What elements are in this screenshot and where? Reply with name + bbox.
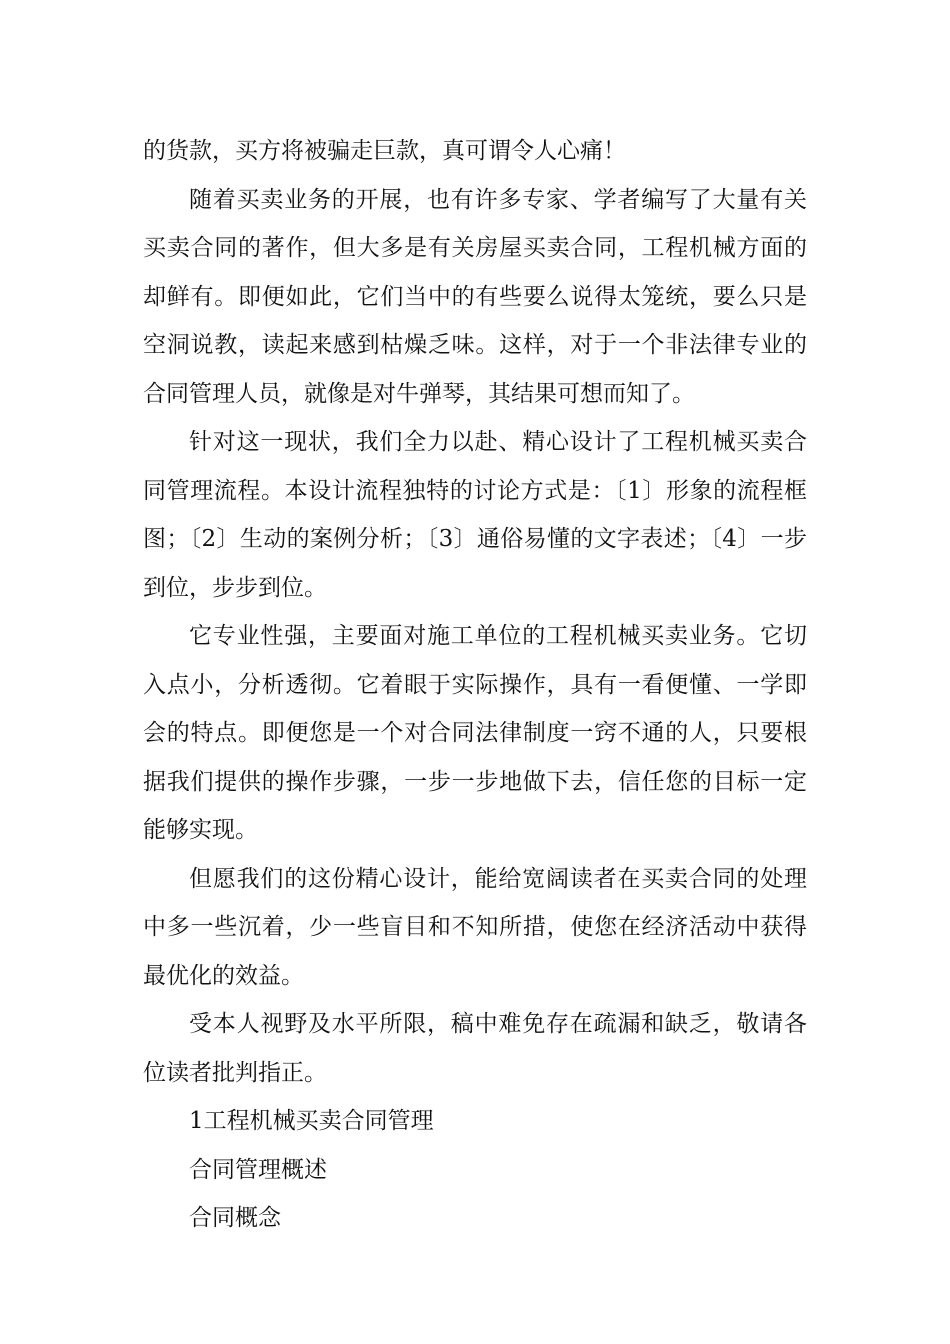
paragraph: 但愿我们的这份精心设计，能给宽阔读者在买卖合同的处理中多一些沉着，少一些盲目和不知所措，使您在经济活动中获得最优化的效益。: [143, 865, 807, 989]
paragraph: 针对这一现状，我们全力以赴、精心设计了工程机械买卖合同管理流程。本设计流程独特的讨论方式是：〔1〕形象的流程框图；〔2〕生动的案例分析；〔3〕通俗易懂的文字表述；〔4〕一步到位，步步到位。: [143, 429, 807, 601]
subsection-heading: 合同管理概述: [189, 1156, 327, 1183]
paragraph-continuation: 的货款，买方将被骗走巨款，真可谓令人心痛！: [143, 138, 626, 164]
paragraph: 它专业性强，主要面对施工单位的工程机械买卖业务。它切入点小，分析透彻。它着眼于实际操作，具有一看便懂、一学即会的特点。即便您是一个对合同法律制度一窍不通的人，只要根据我们提供的操作步骤，一步一步地做下去，信任您的目标一定能够实现。: [143, 623, 807, 843]
paragraph: 随着买卖业务的开展，也有许多专家、学者编写了大量有关买卖合同的著作，但大多是有关房屋买卖合同，工程机械方面的却鲜有。即便如此，它们当中的有些要么说得太笼统，要么只是空洞说教，读起来感到枯燥乏味。这样，对于一个非法律专业的合同管理人员，就像是对牛弹琴，其结果可想而知了。: [143, 186, 807, 407]
paragraph: 受本人视野及水平所限，稿中难免存在疏漏和缺乏，敬请各位读者批判指正。: [143, 1011, 807, 1086]
subsubsection-heading: 合同概念: [189, 1205, 281, 1231]
section-heading: 1工程机械买卖合同管理: [189, 1108, 434, 1134]
document-body: [143, 127, 807, 1243]
